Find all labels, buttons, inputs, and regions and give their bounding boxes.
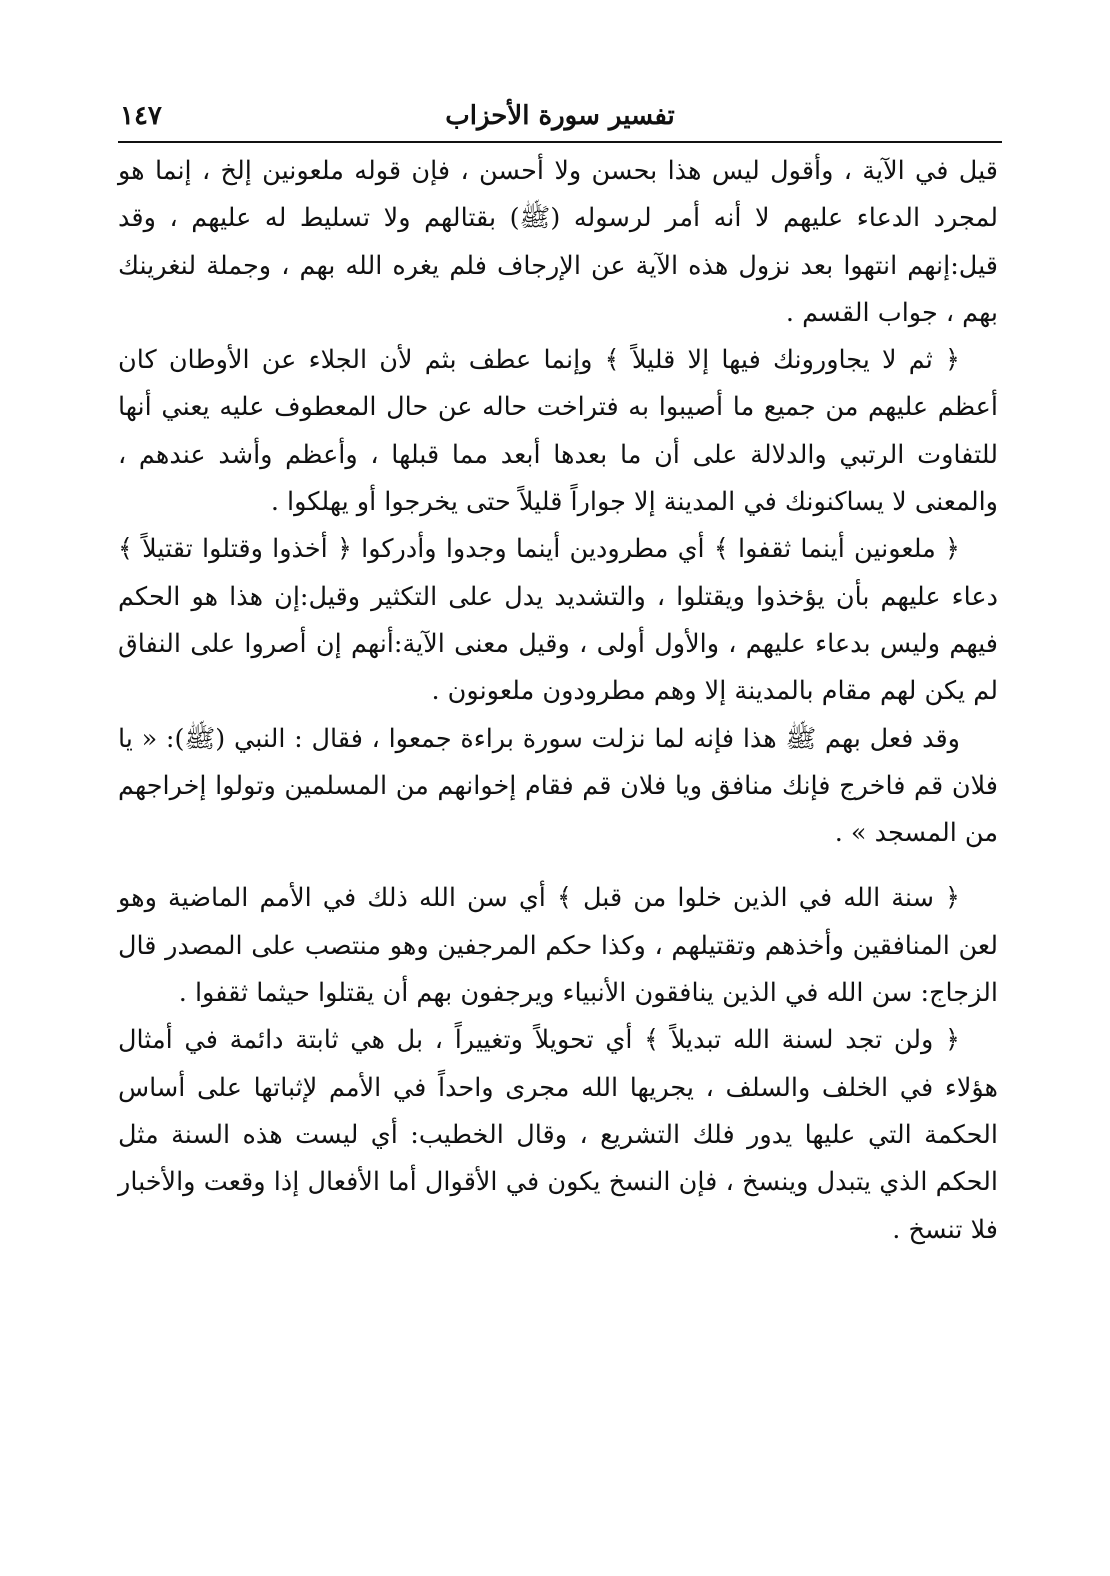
- page-number: ١٤٧: [120, 101, 162, 131]
- paragraph-3: ﴿ ملعونين أينما ثقفوا ﴾ أي مطرودين أينما وجدوا وأدركوا ﴿ أخذوا وقتلوا تقتيلاً ﴾ دعاء عليهم بأن يؤخذوا ويقتلوا ، والتشديد يدل على التكثير وقيل:إن هذا هو الحكم فيهم وليس بدعاء عليهم ، والأول أولى ، وقيل معنى الآية:أنهم إن أصروا على النفاق لم يكن لهم مقام بالمدينة إلا وهم مطرودون ملعونون .: [118, 534, 998, 707]
- running-title: تفسير سورة الأحزاب: [445, 101, 675, 131]
- paragraph-5: ﴿ سنة الله في الذين خلوا من قبل ﴾ أي سن الله ذلك في الأمم الماضية وهو لعن المنافقين وأخذهم وتقتيلهم ، وكذا حكم المرجفين وهو منتصب على المصدر قال الزجاج: سن الله في الذين ينافقون الأنبياء ويرجفون بهم أن يقتلوا حيثما ثقفوا .: [118, 883, 998, 1009]
- paragraph-4: وقد فعل بهم ﷺ هذا فإنه لما نزلت سورة براءة جمعوا ، فقال : النبي (ﷺ): « يا فلان قم فاخرج فإنك منافق ويا فلان قم فقام إخوانهم من المسلمين وتولوا إخراجهم من المسجد » .: [118, 723, 998, 849]
- header-divider: [118, 141, 1002, 143]
- paragraph-spacer: [118, 857, 998, 875]
- paragraph-1: قيل في الآية ، وأقول ليس هذا بحسن ولا أحسن ، فإن قوله ملعونين إلخ ، إنما هو لمجرد الدعاء عليهم لا أنه أمر لرسوله (ﷺ) بقتالهم ولا تسليط له عليهم ، وقد قيل:إنهم انتهوا بعد نزول هذه الآية عن الإرجاف فلم يغره الله بهم ، وجملة لنغرينك بهم ، جواب القسم .: [118, 156, 998, 328]
- page-header: [118, 92, 1002, 142]
- paragraph-2: ﴿ ثم لا يجاورونك فيها إلا قليلاً ﴾ وإنما عطف بثم لأن الجلاء عن الأوطان كان أعظم عليهم من جميع ما أصيبوا به فتراخت حاله عن حال المعطوف عليه يعني أنها للتفاوت الرتبي والدلالة على أن ما بعدها أبعد مما قبلها ، وأعظم وأشد عندهم ، والمعنى لا يساكنونك في المدينة إلا جواراً قليلاً حتى يخرجوا أو يهلكوا .: [118, 345, 998, 518]
- paragraph-6: ﴿ ولن تجد لسنة الله تبديلاً ﴾ أي تحويلاً وتغييراً ، بل هي ثابتة دائمة في أمثال هؤلاء في الخلف والسلف ، يجريها الله مجرى واحداً في الأمم لإثباتها على أساس الحكمة التي عليها يدور فلك التشريع ، وقال الخطيب: أي ليست هذه السنة مثل الحكم الذي يتبدل وينسخ ، فإن النسخ يكون في الأقوال أما الأفعال إذا وقعت والأخبار فلا تنسخ .: [118, 1025, 998, 1245]
- body-text: [118, 148, 998, 1254]
